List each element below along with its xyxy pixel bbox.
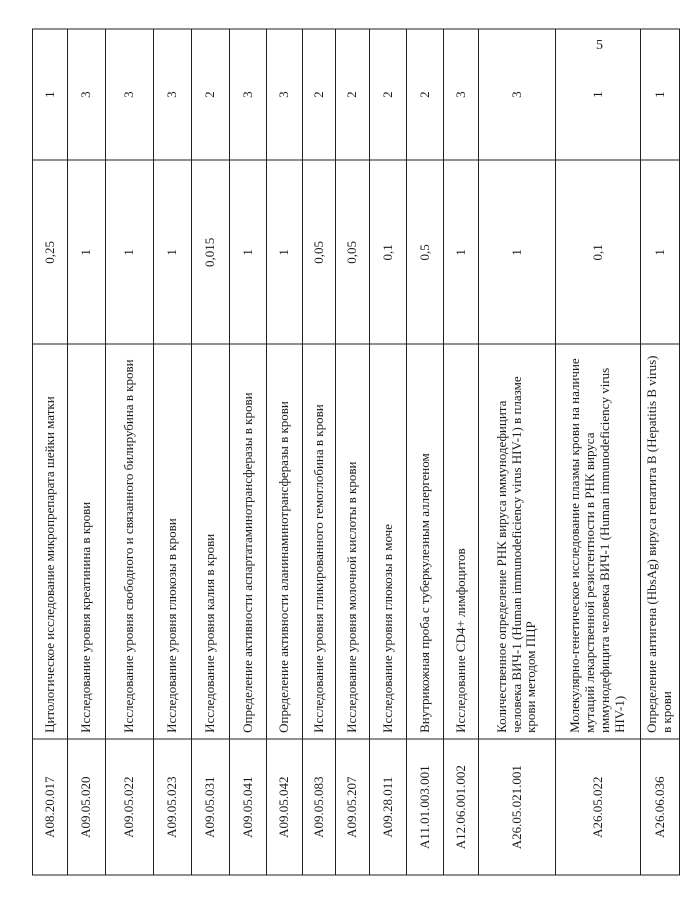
row-name: Молекулярно-генетическое исследование плазмы крови на наличие мутаций лекарственной резистентности в РНК вируса иммунодефицита человека ВИЧ-1 (Human immunodeficiency virus HIV-1)	[556, 344, 641, 739]
table-row	[230, 29, 267, 875]
row-code: A26.06.036	[641, 739, 680, 875]
row-value: 1	[479, 160, 556, 344]
row-count: 3	[230, 29, 267, 160]
services-table-container	[32, 29, 674, 876]
row-code: A09.05.042	[267, 739, 303, 875]
row-value: 0,1	[556, 160, 641, 344]
row-count: 1	[33, 29, 68, 160]
page-number: 5	[596, 38, 603, 53]
row-value: 1	[267, 160, 303, 344]
row-value: 1	[230, 160, 267, 344]
table-row	[267, 29, 303, 875]
row-code: A12.06.001.002	[444, 739, 479, 875]
table-row	[154, 29, 192, 875]
row-code: A09.28.011	[370, 739, 407, 875]
row-value: 1	[641, 160, 680, 344]
table-row	[192, 29, 230, 875]
row-count: 3	[444, 29, 479, 160]
row-name: Исследование уровня гликированного гемоглобина в крови	[303, 344, 336, 739]
row-value: 0,25	[33, 160, 68, 344]
row-name: Исследование CD4+ лимфоцитов	[444, 344, 479, 739]
row-code: A09.05.023	[154, 739, 192, 875]
row-count: 2	[336, 29, 370, 160]
row-value: 1	[106, 160, 154, 344]
row-code: A26.05.022	[556, 739, 641, 875]
row-count: 1	[641, 29, 680, 160]
table-row	[641, 29, 680, 875]
row-value: 0,015	[192, 160, 230, 344]
row-value: 0,05	[336, 160, 370, 344]
row-name: Исследование уровня глюкозы в крови	[154, 344, 192, 739]
table-row	[33, 29, 68, 875]
services-table	[32, 29, 680, 876]
row-value: 0,05	[303, 160, 336, 344]
row-name: Цитологическое исследование микропрепарата шейки матки	[33, 344, 68, 739]
row-name: Исследование уровня креатинина в крови	[68, 344, 106, 739]
row-code: A09.05.031	[192, 739, 230, 875]
row-code: A11.01.003.001	[407, 739, 444, 875]
table-row	[479, 29, 556, 875]
row-name: Количественное определение РНК вируса иммунодефицита человека ВИЧ-1 (Human immunodeficiency virus HIV-1) в плазме крови методом ПЦР	[479, 344, 556, 739]
row-code: A09.05.020	[68, 739, 106, 875]
table-row	[370, 29, 407, 875]
table-row	[336, 29, 370, 875]
row-count: 2	[192, 29, 230, 160]
table-row	[407, 29, 444, 875]
row-count: 3	[267, 29, 303, 160]
row-name: Исследование уровня молочной кислоты в крови	[336, 344, 370, 739]
row-code: A09.05.022	[106, 739, 154, 875]
row-name: Исследование уровня глюкозы в моче	[370, 344, 407, 739]
row-value: 1	[154, 160, 192, 344]
row-value: 1	[444, 160, 479, 344]
table-row	[556, 29, 641, 875]
row-name: Определение антигена (HbsAg) вируса гепатита B (Hepatitis B virus) в крови	[641, 344, 680, 739]
table-row	[444, 29, 479, 875]
row-count: 2	[370, 29, 407, 160]
row-code: A08.20.017	[33, 739, 68, 875]
row-name: Исследование уровня свободного и связанного билирубина в крови	[106, 344, 154, 739]
row-value: 0,5	[407, 160, 444, 344]
row-count: 3	[154, 29, 192, 160]
row-count: 3	[68, 29, 106, 160]
row-name: Внутрикожная проба с туберкулезным аллергеном	[407, 344, 444, 739]
row-value: 0,1	[370, 160, 407, 344]
row-code: A26.05.021.001	[479, 739, 556, 875]
row-value: 1	[68, 160, 106, 344]
row-count: 2	[407, 29, 444, 160]
row-count: 2	[303, 29, 336, 160]
row-code: A09.05.083	[303, 739, 336, 875]
row-count: 3	[479, 29, 556, 160]
row-count: 1	[556, 29, 641, 160]
table-row	[303, 29, 336, 875]
row-name: Определение активности аланинаминотрансферазы в крови	[267, 344, 303, 739]
row-code: A09.05.041	[230, 739, 267, 875]
row-count: 3	[106, 29, 154, 160]
table-row	[68, 29, 106, 875]
table-row	[106, 29, 154, 875]
table-body	[33, 29, 680, 875]
row-name: Определение активности аспартатаминотрансферазы в крови	[230, 344, 267, 739]
row-code: A09.05.207	[336, 739, 370, 875]
row-name: Исследование уровня калия в крови	[192, 344, 230, 739]
